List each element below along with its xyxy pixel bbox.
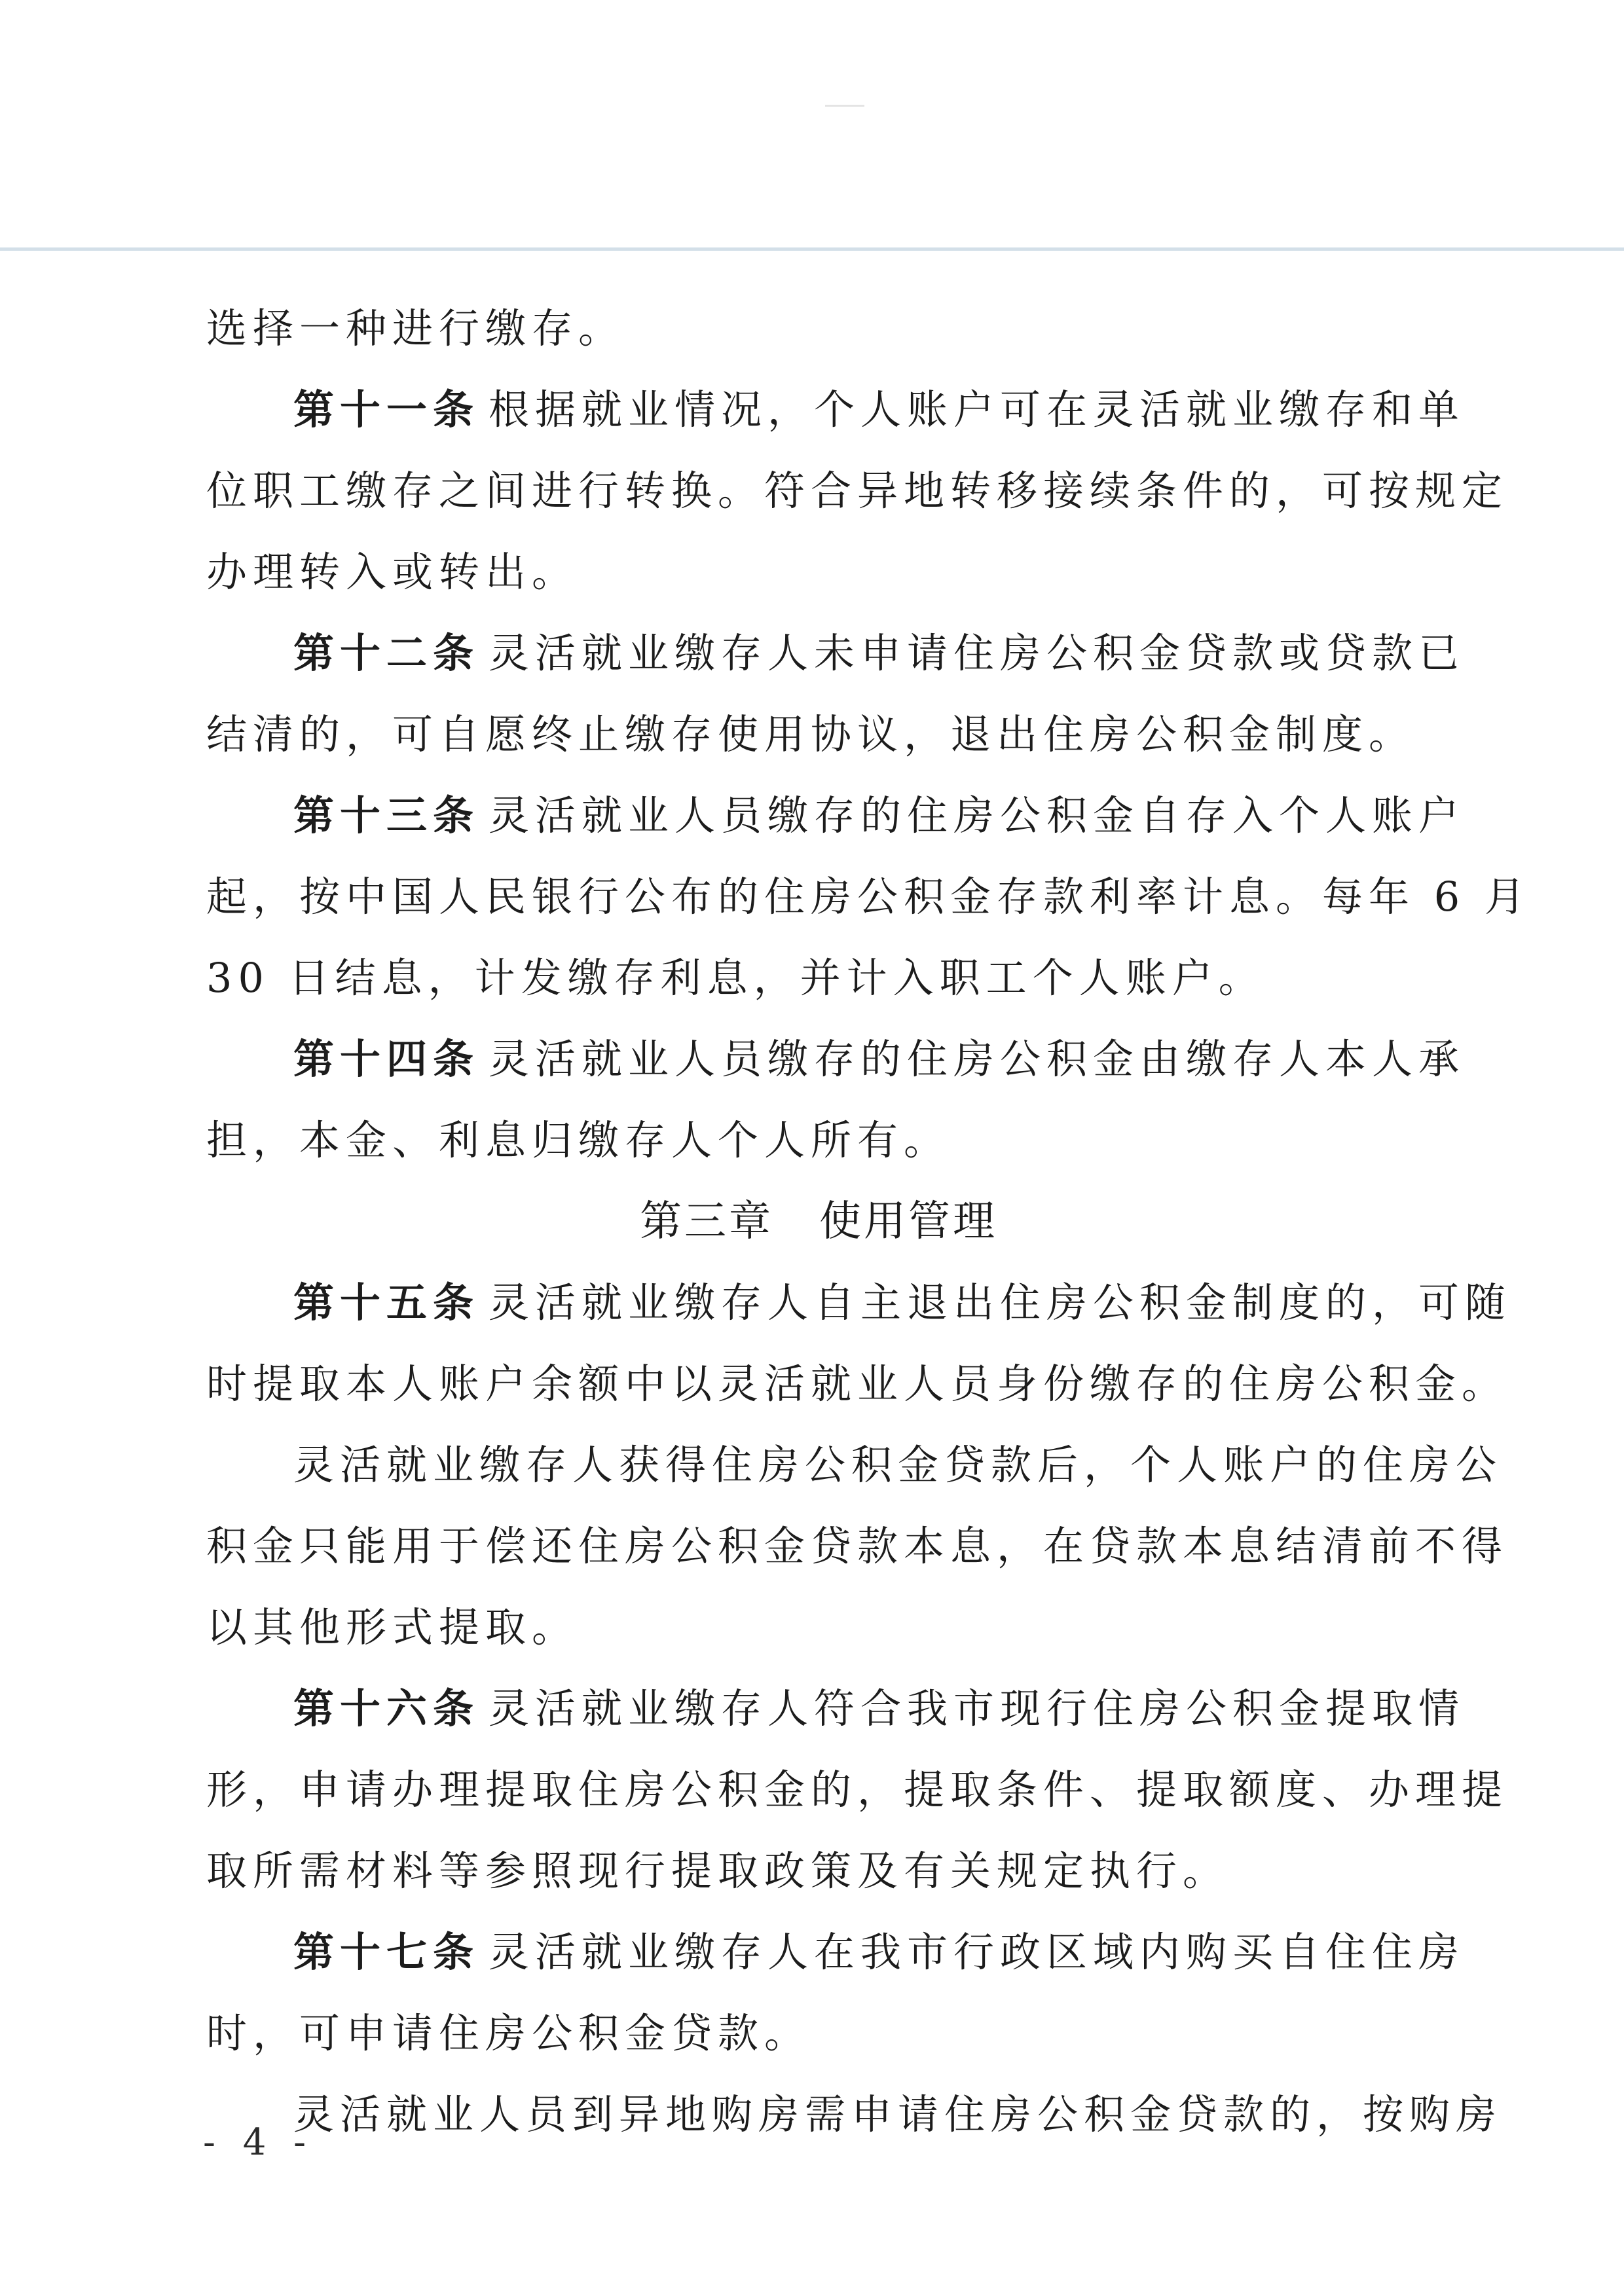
text-line [206, 694, 1431, 775]
line-text: 取所需材料等参照现行提取政策及有关规定执行。 [206, 1847, 1230, 1895]
text-line [206, 1831, 1431, 1912]
line-text: 灵活就业人员缴存的住房公积金由缴存人本人承 [489, 1035, 1466, 1083]
article-14-line [206, 1019, 1466, 1100]
scan-mark [825, 105, 864, 107]
text-line [206, 1506, 1509, 1587]
line-text: 时，可申请住房公积金贷款。 [206, 2009, 811, 2057]
article-label: 第十六条 [293, 1685, 480, 1732]
article-16-line [206, 1668, 1466, 1749]
line-text: 灵活就业缴存人在我市行政区域内购买自住住房 [489, 1928, 1466, 1976]
text-line [206, 1343, 1509, 1425]
article-label: 第十一条 [293, 386, 480, 433]
text-line [206, 288, 1431, 369]
text-line [206, 856, 1531, 938]
line-text: 结清的，可自愿终止缴存使用协议，退出住房公积金制度。 [206, 710, 1416, 758]
line-text: 灵活就业缴存人获得住房公积金贷款后，个人账户的住房公 [293, 1441, 1503, 1489]
article-label: 第十二条 [293, 629, 480, 677]
line-text: 时提取本人账户余额中以灵活就业人员身份缴存的住房公积金。 [206, 1360, 1509, 1408]
line-text: 灵活就业人员到异地购房需申请住房公积金贷款的，按购房 [293, 2090, 1503, 2138]
line-text: 担，本金、利息归缴存人个人所有。 [206, 1116, 951, 1164]
article-17-line [206, 1912, 1466, 1993]
line-text: 30 日结息，计发缴存利息，并计入职工个人账户。 [206, 954, 1265, 1002]
text-line [206, 1587, 1431, 1668]
text-line [206, 1100, 1431, 1181]
paragraph-line [206, 1425, 1503, 1506]
article-label: 第十三条 [293, 792, 480, 839]
text-line [206, 1993, 1431, 2074]
chapter-title: 使用管理 [819, 1197, 997, 1246]
text-line [206, 938, 1431, 1019]
line-text: 形，申请办理提取住房公积金的，提取条件、提取额度、办理提 [206, 1766, 1509, 1813]
line-text: 灵活就业人员缴存的住房公积金自存入个人账户 [489, 792, 1466, 839]
line-text: 根据就业情况，个人账户可在灵活就业缴存和单 [489, 386, 1466, 433]
text-line [206, 450, 1509, 532]
line-text: 灵活就业缴存人符合我市现行住房公积金提取情 [489, 1685, 1466, 1732]
line-text: 灵活就业缴存人自主退出住房公积金制度的，可随 [489, 1279, 1512, 1326]
article-13-line [206, 775, 1466, 856]
text-line [206, 532, 1431, 613]
paragraph-line [206, 2074, 1503, 2155]
document-body [206, 288, 1531, 2155]
line-text: 以其他形式提取。 [206, 1603, 579, 1651]
line-text: 起，按中国人民银行公布的住房公积金存款利率计息。每年 6 月 [206, 873, 1531, 920]
chapter-number: 第三章 [640, 1197, 773, 1246]
article-12-line [206, 613, 1466, 694]
line-text: 办理转入或转出。 [206, 548, 579, 596]
article-11-line [206, 369, 1466, 450]
line-text: 积金只能用于偿还住房公积金贷款本息，在贷款本息结清前不得 [206, 1522, 1509, 1570]
article-label: 第十七条 [293, 1928, 480, 1976]
chapter-heading [206, 1181, 1431, 1262]
line-text: 灵活就业缴存人未申请住房公积金贷款或贷款已 [489, 629, 1466, 677]
article-label: 第十五条 [293, 1279, 480, 1326]
text-line [206, 1749, 1509, 1831]
page-number: - 4 - [203, 2121, 314, 2164]
article-label: 第十四条 [293, 1035, 480, 1083]
line-text: 位职工缴存之间进行转换。符合异地转移接续条件的，可按规定 [206, 467, 1509, 515]
article-15-line [206, 1262, 1512, 1343]
header-rule [0, 247, 1624, 251]
line-text: 选择一种进行缴存。 [206, 304, 625, 352]
